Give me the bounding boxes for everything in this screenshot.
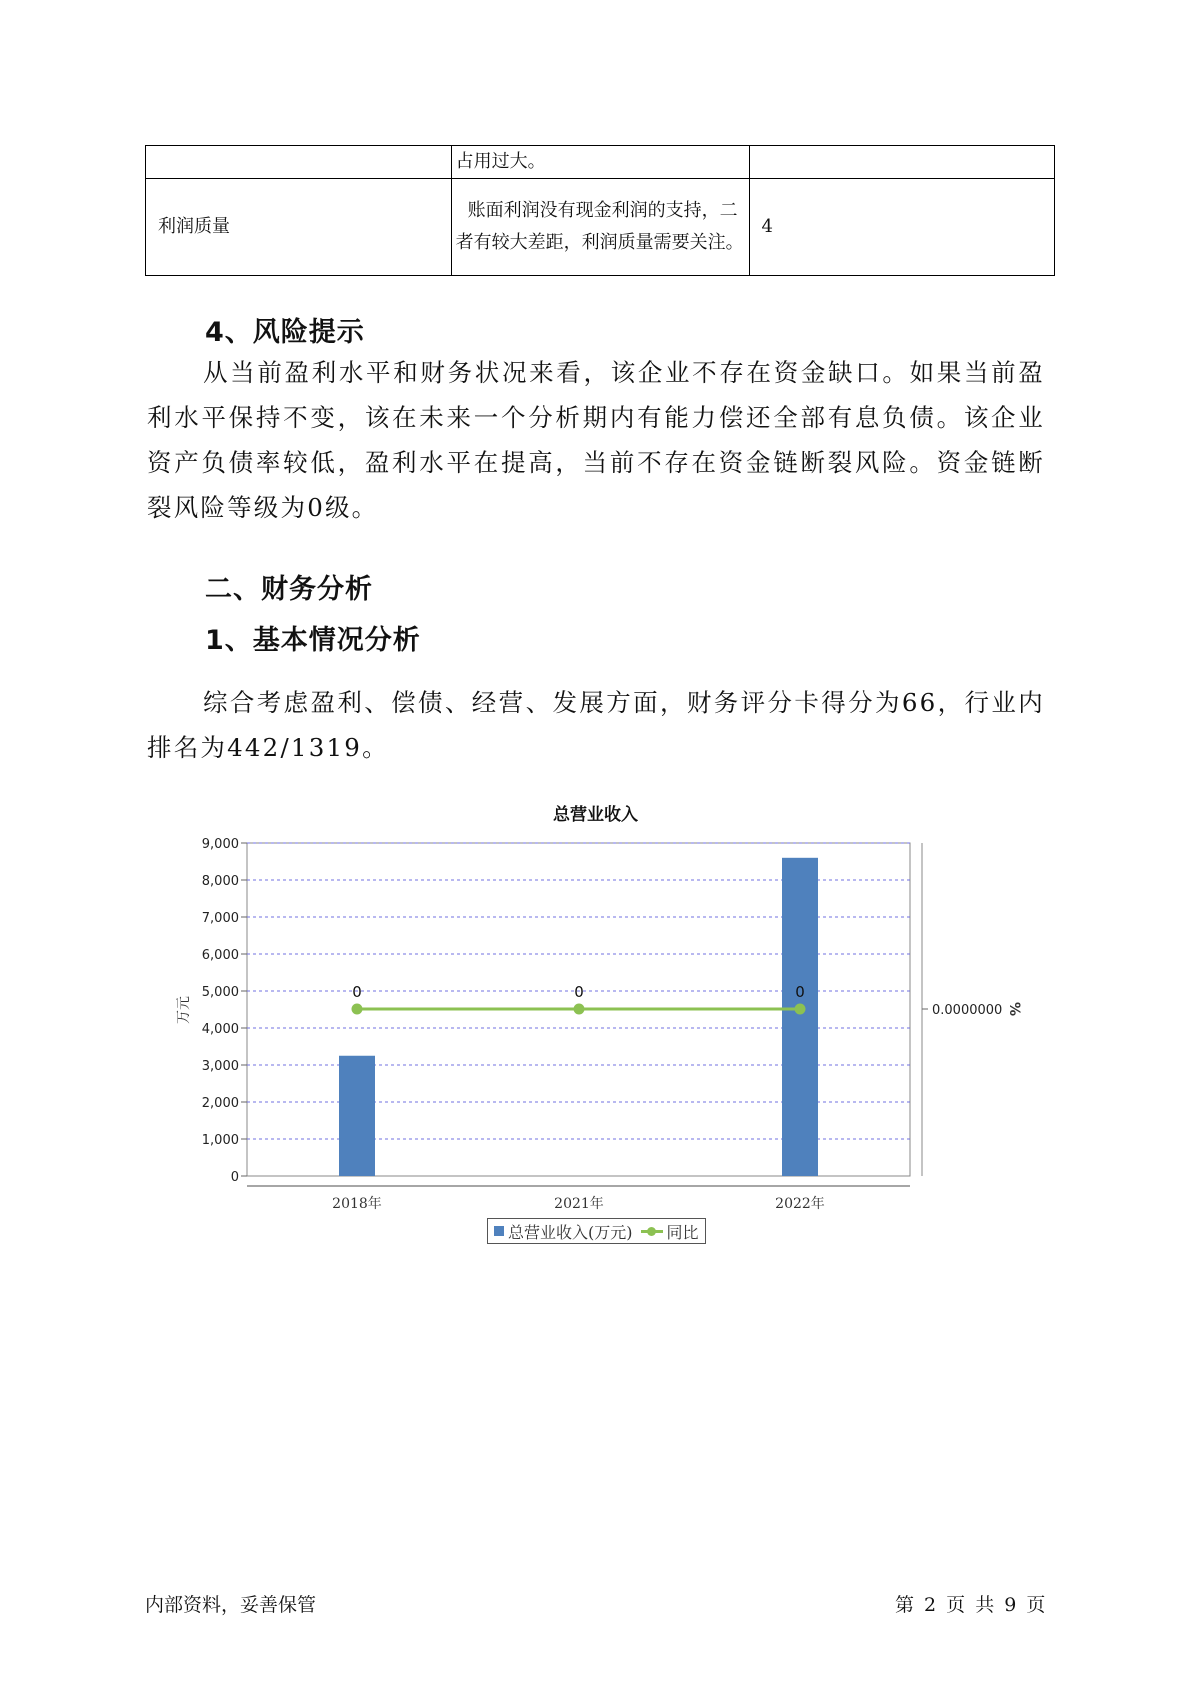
table-cell: 占用过大。 — [451, 146, 749, 179]
footer-confidential: 内部资料，妥善保管 — [145, 1594, 317, 1616]
basic-analysis-paragraph: 综合考虑盈利、偿债、经营、发展方面，财务评分卡得分为66，行业内排名为442/1319。 — [147, 688, 1045, 762]
yoy-point — [352, 1004, 363, 1015]
x-tick-label: 2018年 — [332, 1196, 382, 1212]
table-cell-description: 账面利润没有现金利润的支持，二者有较大差距，利润质量需要关注。 — [451, 179, 749, 276]
legend-line-swatch — [641, 1230, 663, 1233]
table-cell-label: 利润质量 — [146, 179, 452, 276]
y-tick-label: 9,000 — [201, 837, 239, 852]
legend-bar-label: 总营业收入(万元) — [508, 1222, 633, 1242]
y-tick-label: 5,000 — [201, 985, 239, 1000]
y-tick-label: 0 — [230, 1170, 239, 1185]
y-tick-label: 6,000 — [201, 948, 239, 963]
y-tick-label: 3,000 — [201, 1059, 239, 1074]
yoy-point — [574, 1004, 585, 1015]
bar-2022年 — [782, 858, 818, 1176]
yoy-data-label: 0 — [795, 983, 805, 1001]
yoy-data-label: 0 — [574, 983, 584, 1001]
y-tick-label: 8,000 — [201, 874, 239, 889]
y-tick-label: 2,000 — [201, 1096, 239, 1111]
y-tick-label: 7,000 — [201, 911, 239, 926]
y2-tick-label: 0.0000000 — [932, 1003, 1003, 1018]
y-axis-label: 万元 — [176, 996, 192, 1024]
chart-title: 总营业收入 — [553, 805, 638, 825]
yoy-data-label: 0 — [352, 983, 362, 1001]
footer-page-number: 第 2 页 共 9 页 — [895, 1594, 1046, 1616]
x-tick-label: 2021年 — [554, 1196, 604, 1212]
chart-legend — [487, 1218, 706, 1244]
y-tick-label: 4,000 — [201, 1022, 239, 1037]
x-tick-label: 2022年 — [775, 1196, 825, 1212]
finance-heading: 二、财务分析 — [205, 574, 373, 605]
legend-line-label: 同比 — [666, 1222, 699, 1242]
yoy-point — [795, 1004, 806, 1015]
y-tick-label: 1,000 — [201, 1133, 239, 1148]
risk-heading: 4、风险提示 — [205, 317, 365, 348]
table-cell-score: 4 — [749, 179, 1054, 276]
bar-2018年 — [339, 1056, 375, 1176]
legend-bar-swatch — [494, 1226, 504, 1236]
y2-axis-label: % — [1006, 1001, 1022, 1017]
risk-paragraph: 从当前盈利水平和财务状况来看，该企业不存在资金缺口。如果当前盈利水平保持不变，该在未来一个分析期内有能力偿还全部有息负债。该企业资产负债率较低，盈利水平在提高，当前不存在资金链断裂风险。资金链断裂风险等级为0级。 — [147, 358, 1045, 522]
basic-analysis-heading: 1、基本情况分析 — [205, 625, 421, 656]
